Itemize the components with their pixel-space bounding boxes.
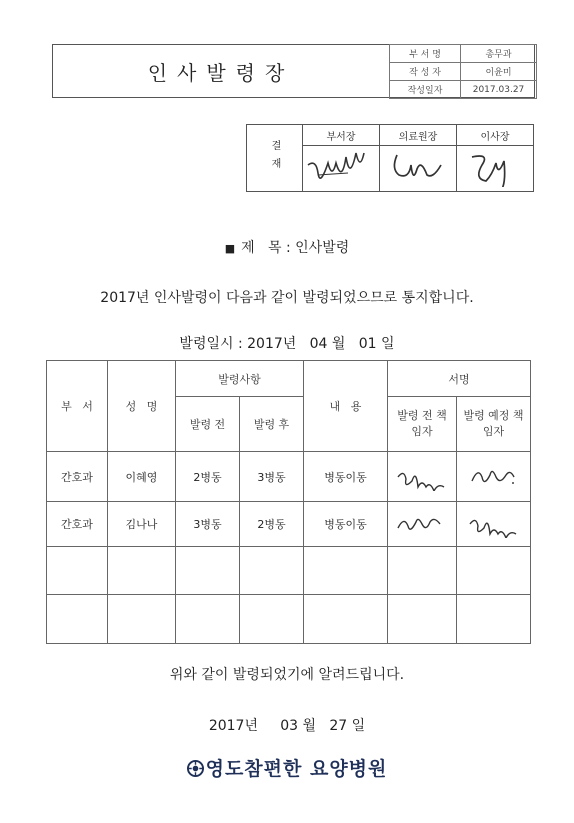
cell-name: 김나나 (108, 502, 176, 547)
approval-role-chairman: 이사장 (457, 125, 534, 146)
meta-label-author: 작 성 자 (390, 63, 461, 81)
cell-signature-after (457, 502, 531, 547)
cell-signature-after (457, 452, 531, 502)
table-row-empty (47, 595, 531, 644)
table-row (47, 452, 531, 502)
subject-line (0, 237, 574, 257)
approval-role-dept-head: 부서장 (303, 125, 380, 146)
table-row-empty (47, 547, 531, 595)
signature-director (380, 146, 457, 192)
approval-box (246, 124, 534, 192)
header-after: 발령 후 (240, 397, 304, 452)
header-before: 발령 전 (176, 397, 240, 452)
header-sign-before: 발령 전 책임자 (388, 397, 457, 452)
meta-value-date: 2017.03.27 (461, 81, 537, 99)
issue-date: 2017년 03 월 27 일 (208, 718, 366, 734)
header-name: 성 명 (108, 361, 176, 452)
organization-name-text: 영도참편한 요양병원 (205, 758, 388, 780)
cell-after: 3병동 (240, 452, 304, 502)
approval-role-director: 의료원장 (380, 125, 457, 146)
organization-name (0, 754, 574, 782)
header-sign: 서명 (388, 361, 531, 397)
cell-dept: 간호과 (47, 452, 108, 502)
signature-dept-head (303, 146, 380, 192)
effective-date: 발령일시 : 2017년 04 월 01 일 (179, 336, 395, 352)
header-sign-after: 발령 예정 책임자 (457, 397, 531, 452)
notice-text: 2017년 인사발령이 다음과 같이 발령되었으므로 통지합니다. (100, 290, 474, 306)
signature-chairman (457, 146, 534, 192)
cell-dept: 간호과 (47, 502, 108, 547)
meta-label-dept: 부 서 명 (390, 45, 461, 63)
cell-signature-before (388, 502, 457, 547)
approval-label: 결재 (247, 125, 303, 192)
subject-text: 제 목 : 인사발령 (241, 240, 350, 256)
header-content: 내 용 (304, 361, 388, 452)
document-title: 인사발령장 (147, 60, 295, 85)
header-action: 발령사항 (176, 361, 304, 397)
table-row (47, 502, 531, 547)
cell-content: 병동이동 (304, 452, 388, 502)
hospital-logo-icon (187, 760, 204, 782)
personnel-action-table (46, 360, 531, 644)
cell-before: 2병동 (176, 452, 240, 502)
closing-text: 위와 같이 발령되었기에 알려드립니다. (169, 667, 405, 683)
cell-name: 이혜영 (108, 452, 176, 502)
cell-signature-before (388, 452, 457, 502)
author-meta-table (389, 44, 537, 99)
subject-marker: ■ (224, 242, 236, 255)
meta-value-dept: 총무과 (461, 45, 537, 63)
meta-value-author: 이윤미 (461, 63, 537, 81)
header-dept: 부 서 (47, 361, 108, 452)
cell-content: 병동이동 (304, 502, 388, 547)
meta-label-date: 작성일자 (390, 81, 461, 99)
cell-after: 2병동 (240, 502, 304, 547)
cell-before: 3병동 (176, 502, 240, 547)
